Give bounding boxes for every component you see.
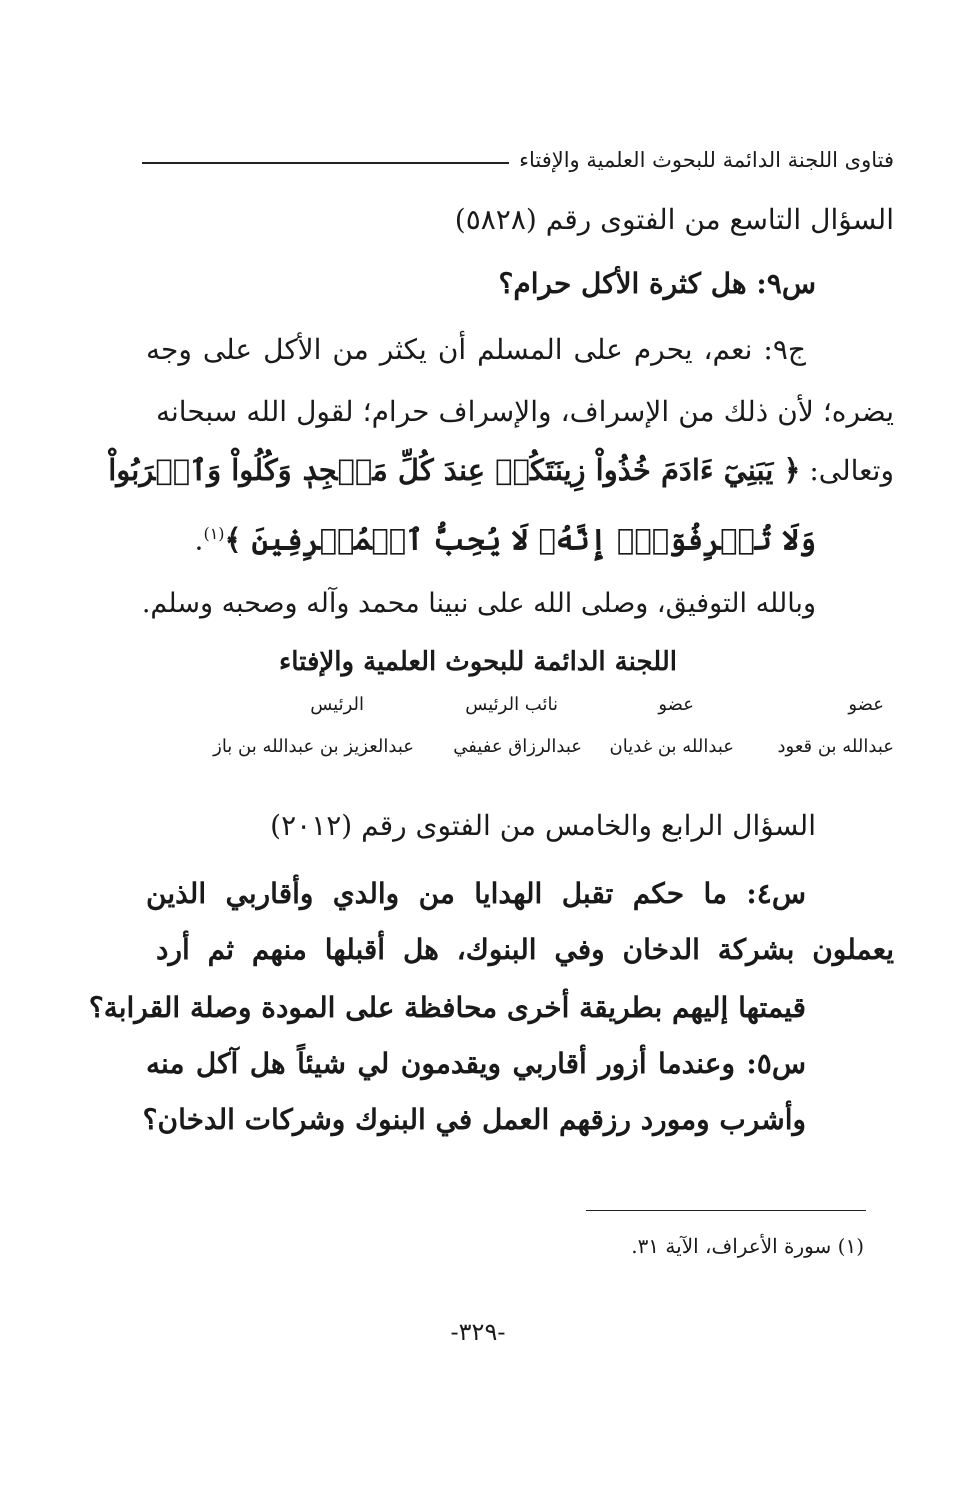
question-4-line: يعملون بشركة الدخان وفي البنوك، هل أقبلها منهم ثم أرد: [156, 933, 894, 966]
closing-statement: وبالله التوفيق، وصلى الله على نبينا محمد وآله وصحبه وسلم.: [141, 588, 816, 619]
question-4-line: س٤: ما حكم تقبل الهدايا من والدي وأقاربي الذين: [146, 877, 806, 910]
answer-text: وتعالى:: [809, 454, 894, 487]
fatwa-heading: السؤال الرابع والخامس من الفتوى رقم (٢٠١٢): [270, 809, 816, 842]
answer-line: [108, 450, 894, 491]
answer-line: يضره؛ لأن ذلك من الإسراف، والإسراف حرام؛ لقول الله سبحانه: [156, 395, 894, 428]
fatwa-heading: السؤال التاسع من الفتوى رقم (٥٨٢٨): [454, 203, 894, 236]
member-role: عضو: [848, 694, 884, 715]
signatory-roles: [156, 694, 894, 724]
answer-line: وَلَا تُسۡرِفُوٓاْۚ إِنَّهُۥ لَا يُحِبُّ ٱلۡمُسۡرِفِينَ ﴾$^{(١)}$.: [194, 522, 816, 557]
question-5-line: س٥: وعندما أزور أقاربي ويقدمون لي شيئاً هل آكل منه: [146, 1047, 806, 1080]
footnote-reference: (١): [203, 524, 225, 543]
quran-verse-part-1: ﴿ يَبَنِيٓ ءَادَمَ خُذُواْ زِينَتَكُمۡ عِندَ كُلِّ مَسۡجِدٖ وَكُلُواْ وَٱشۡرَبُواْ: [108, 453, 801, 487]
member-name: عبدالله بن قعود: [777, 736, 894, 757]
footnote: (١) سورة الأعراف، الآية ٣١.: [631, 1234, 864, 1258]
answer-line: ج٩: نعم، يحرم على المسلم أن يكثر من الأكل على وجه: [146, 333, 806, 366]
member-role: الرئيس: [310, 694, 364, 715]
committee-name: اللجنة الدائمة للبحوث العلمية والإفتاء: [279, 647, 677, 677]
question-9: س٩: هل كثرة الأكل حرام؟: [498, 267, 816, 300]
header-rule: [142, 162, 509, 164]
member-name: عبدالرزاق عفيفي: [453, 736, 582, 757]
page-number: -٣٢٩-: [450, 1318, 506, 1346]
member-role: نائب الرئيس: [465, 694, 558, 715]
member-name: عبدالله بن غديان: [609, 736, 734, 757]
question-4-line: قيمتها إليهم بطريقة أخرى محافظة على المودة وصلة القرابة؟: [88, 991, 806, 1024]
member-role: عضو: [658, 694, 694, 715]
book-title: فتاوى اللجنة الدائمة للبحوث العلمية والإفتاء: [519, 148, 894, 172]
signatory-names: [156, 736, 894, 766]
question-5-line: وأشرب ومورد رزقهم العمل في البنوك وشركات الدخان؟: [142, 1103, 806, 1136]
footnote-rule: [586, 1210, 866, 1211]
quran-verse-part-2: وَلَا تُسۡرِفُوٓاْۚ إِنَّهُۥ لَا يُحِبُّ ٱلۡمُسۡرِفِينَ ﴾: [224, 522, 816, 557]
running-header: [142, 132, 894, 172]
member-name: عبدالعزيز بن عبدالله بن باز: [213, 736, 414, 757]
